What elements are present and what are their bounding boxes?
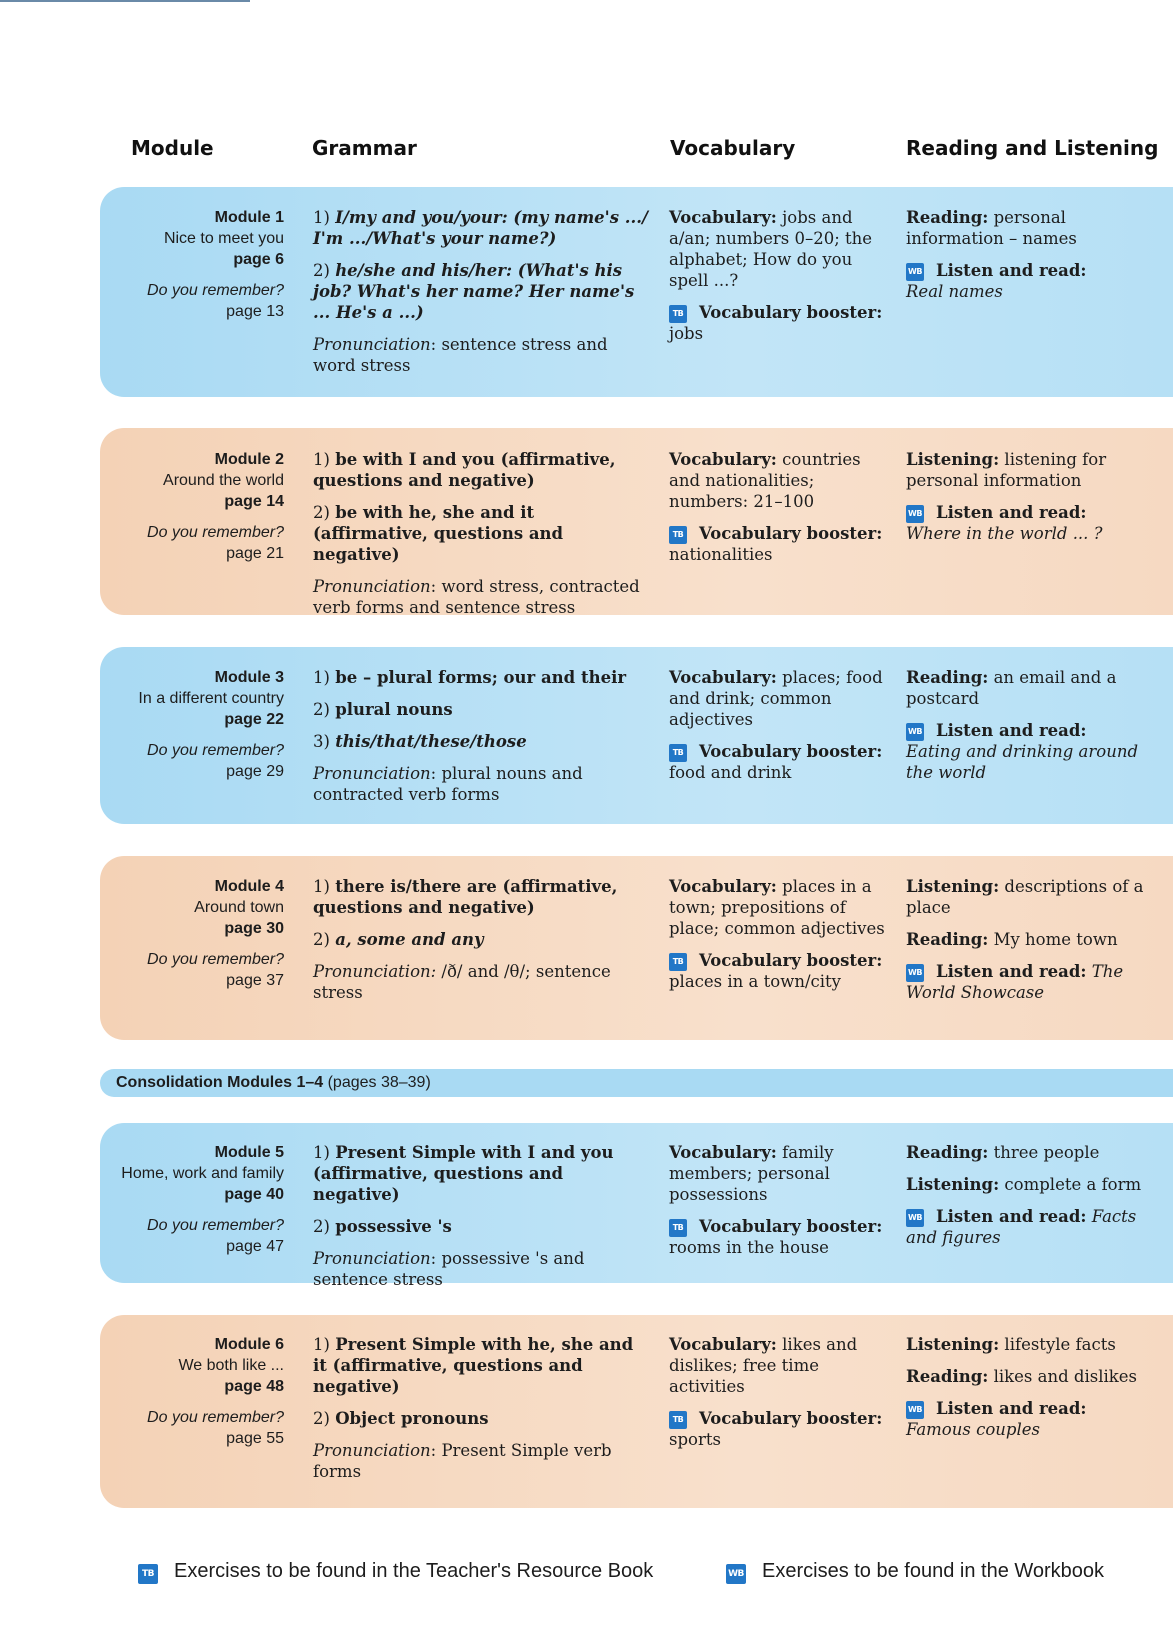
module-title: Module 4 — [214, 878, 284, 895]
grammar-item-3: 3) this/that/these/those — [313, 732, 527, 751]
module-2-grammar — [313, 449, 648, 629]
reading-item-1: Listening: descriptions of a place — [906, 877, 1144, 917]
module-6-info — [94, 1334, 284, 1449]
tb-legend-text: Exercises to be found in the Teacher's Resource Book — [174, 1560, 654, 1582]
consolidation-bar — [100, 1069, 1173, 1097]
grammar-item-2: 2) a, some and any — [313, 930, 484, 949]
top-rule — [0, 0, 250, 2]
header-vocabulary: Vocabulary — [670, 136, 796, 160]
module-title: Module 3 — [214, 669, 284, 686]
module-4-info — [94, 876, 284, 991]
module-3-vocabulary — [669, 667, 891, 794]
reading-item-2: Listening: complete a form — [906, 1175, 1142, 1194]
pronunciation: Pronunciation: possessive 's and sentence stress — [313, 1249, 585, 1289]
header-module: Module — [131, 136, 214, 160]
module-4-reading — [906, 876, 1146, 1014]
remember-page: page 37 — [226, 972, 284, 989]
grammar-item-2: 2) possessive 's — [313, 1217, 452, 1236]
module-2-reading — [906, 449, 1146, 555]
module-page: page 48 — [224, 1378, 284, 1395]
tb-icon: TB — [669, 953, 687, 971]
module-2-info — [94, 449, 284, 564]
remember-page: page 55 — [226, 1430, 284, 1447]
grammar-item-2: 2) be with he, she and it (affirmative, questions and negative) — [313, 503, 564, 564]
module-2-vocabulary — [669, 449, 891, 576]
reading-item-1: Reading: an email and a postcard — [906, 668, 1117, 708]
pronunciation: Pronunciation: plural nouns and contracted verb forms — [313, 764, 583, 804]
remember-page: page 13 — [226, 303, 284, 320]
listen-and-read: WB Listen and read: Where in the world ... ? — [906, 503, 1103, 543]
vocabulary-booster: TB Vocabulary booster: rooms in the house — [669, 1217, 883, 1257]
reading-item-1: Listening: listening for personal information — [906, 450, 1107, 490]
tb-icon: TB — [138, 1564, 158, 1584]
listen-and-read: WB Listen and read: The World Showcase — [906, 962, 1124, 1002]
tb-icon: TB — [669, 305, 687, 323]
wb-legend-text: Exercises to be found in the Workbook — [762, 1560, 1105, 1582]
module-page: page 14 — [224, 493, 284, 510]
grammar-item-2: 2) Object pronouns — [313, 1409, 489, 1428]
consolidation-pages: (pages 38–39) — [327, 1074, 431, 1091]
tb-icon: TB — [669, 1411, 687, 1429]
module-4-vocabulary — [669, 876, 891, 1003]
module-4-grammar — [313, 876, 648, 1014]
vocabulary-text: Vocabulary: places in a town; prepositions of place; common adjectives — [669, 877, 885, 938]
module-5-vocabulary — [669, 1142, 891, 1269]
remember-page: page 29 — [226, 763, 284, 780]
header-reading-listening: Reading and Listening — [906, 136, 1159, 160]
vocabulary-booster: TB Vocabulary booster: places in a town/city — [669, 951, 883, 991]
module-page: page 22 — [224, 711, 284, 728]
module-3-reading — [906, 667, 1146, 794]
wb-icon: WB — [906, 263, 924, 281]
wb-icon: WB — [906, 505, 924, 523]
reading-item-2: Reading: likes and dislikes — [906, 1367, 1137, 1386]
module-title: Module 2 — [214, 451, 284, 468]
reading-item-1: Listening: lifestyle facts — [906, 1335, 1116, 1354]
wb-icon: WB — [906, 964, 924, 982]
do-you-remember: Do you remember? — [147, 951, 284, 968]
module-page: page 40 — [224, 1186, 284, 1203]
module-6-reading — [906, 1334, 1146, 1451]
module-title: Module 1 — [214, 209, 284, 226]
module-6-grammar — [313, 1334, 643, 1493]
pronunciation: Pronunciation: sentence stress and word stress — [313, 335, 608, 375]
module-5-reading — [906, 1142, 1146, 1259]
header-grammar: Grammar — [312, 136, 417, 160]
module-subtitle: We both like ... — [178, 1357, 284, 1374]
grammar-item-2: 2) plural nouns — [313, 700, 453, 719]
footer-tb-legend — [138, 1558, 653, 1584]
do-you-remember: Do you remember? — [147, 742, 284, 759]
module-subtitle: Around the world — [163, 472, 284, 489]
do-you-remember: Do you remember? — [147, 524, 284, 541]
module-1-info — [94, 207, 284, 322]
module-5-grammar — [313, 1142, 653, 1301]
vocabulary-text: Vocabulary: likes and dislikes; free time activities — [669, 1335, 858, 1396]
grammar-item-2: 2) he/she and his/her: (What's his job? What's her name? Her name's ... He's a ...) — [313, 261, 635, 322]
module-5-info — [94, 1142, 284, 1257]
consolidation-title: Consolidation Modules 1–4 — [116, 1074, 324, 1091]
module-1-grammar — [313, 207, 648, 387]
remember-page: page 47 — [226, 1238, 284, 1255]
do-you-remember: Do you remember? — [147, 1217, 284, 1234]
module-6-vocabulary — [669, 1334, 891, 1461]
do-you-remember: Do you remember? — [147, 1409, 284, 1426]
tb-icon: TB — [669, 744, 687, 762]
grammar-item-1: 1) I/my and you/your: (my name's .../ I'm .../What's your name?) — [313, 208, 649, 248]
vocabulary-booster: TB Vocabulary booster: nationalities — [669, 524, 883, 564]
module-title: Module 6 — [214, 1336, 284, 1353]
pronunciation: Pronunciation: Present Simple verb forms — [313, 1441, 612, 1481]
grammar-item-1: 1) there is/there are (affirmative, questions and negative) — [313, 877, 618, 917]
module-3-info — [94, 667, 284, 782]
reading-item-1: Reading: three people — [906, 1143, 1100, 1162]
vocabulary-booster: TB Vocabulary booster: food and drink — [669, 742, 883, 782]
vocabulary-booster: TB Vocabulary booster: sports — [669, 1409, 883, 1449]
reading-item-2: Reading: My home town — [906, 930, 1118, 949]
vocabulary-booster: TB Vocabulary booster: jobs — [669, 303, 883, 343]
module-title: Module 5 — [214, 1144, 284, 1161]
grammar-item-1: 1) be – plural forms; our and their — [313, 668, 627, 687]
grammar-item-1: 1) Present Simple with he, she and it (affirmative, questions and negative) — [313, 1335, 634, 1396]
footer-wb-legend — [726, 1558, 1104, 1584]
remember-page: page 21 — [226, 545, 284, 562]
module-subtitle: Nice to meet you — [163, 230, 284, 247]
grammar-item-1: 1) be with I and you (affirmative, questions and negative) — [313, 450, 616, 490]
vocabulary-text: Vocabulary: places; food and drink; common adjectives — [669, 668, 883, 729]
vocabulary-text: Vocabulary: family members; personal possessions — [669, 1143, 834, 1204]
vocabulary-text: Vocabulary: jobs and a/an; numbers 0–20; the alphabet; How do you spell ...? — [669, 208, 873, 290]
wb-icon: WB — [726, 1564, 746, 1584]
pronunciation: Pronunciation: word stress, contracted verb forms and sentence stress — [313, 577, 640, 617]
do-you-remember: Do you remember? — [147, 282, 284, 299]
module-subtitle: In a different country — [138, 690, 284, 707]
module-page: page 30 — [224, 920, 284, 937]
wb-icon: WB — [906, 1401, 924, 1419]
listen-and-read: WB Listen and read: Eating and drinking around the world — [906, 721, 1139, 782]
tb-icon: TB — [669, 1219, 687, 1237]
listen-and-read: WB Listen and read: Real names — [906, 261, 1087, 301]
module-3-grammar — [313, 667, 648, 816]
module-page: page 6 — [233, 251, 284, 268]
listen-and-read: WB Listen and read: Famous couples — [906, 1399, 1087, 1439]
module-1-reading — [906, 207, 1146, 313]
wb-icon: WB — [906, 723, 924, 741]
wb-icon: WB — [906, 1209, 924, 1227]
module-1-vocabulary — [669, 207, 891, 355]
module-subtitle: Around town — [194, 899, 284, 916]
pronunciation: Pronunciation: /ð/ and /θ/; sentence stress — [313, 962, 611, 1002]
reading-item-1: Reading: personal information – names — [906, 208, 1077, 248]
listen-and-read: WB Listen and read: Facts and figures — [906, 1207, 1137, 1247]
vocabulary-text: Vocabulary: countries and nationalities; numbers: 21–100 — [669, 450, 861, 511]
tb-icon: TB — [669, 526, 687, 544]
grammar-item-1: 1) Present Simple with I and you (affirmative, questions and negative) — [313, 1143, 614, 1204]
module-subtitle: Home, work and family — [121, 1165, 284, 1182]
